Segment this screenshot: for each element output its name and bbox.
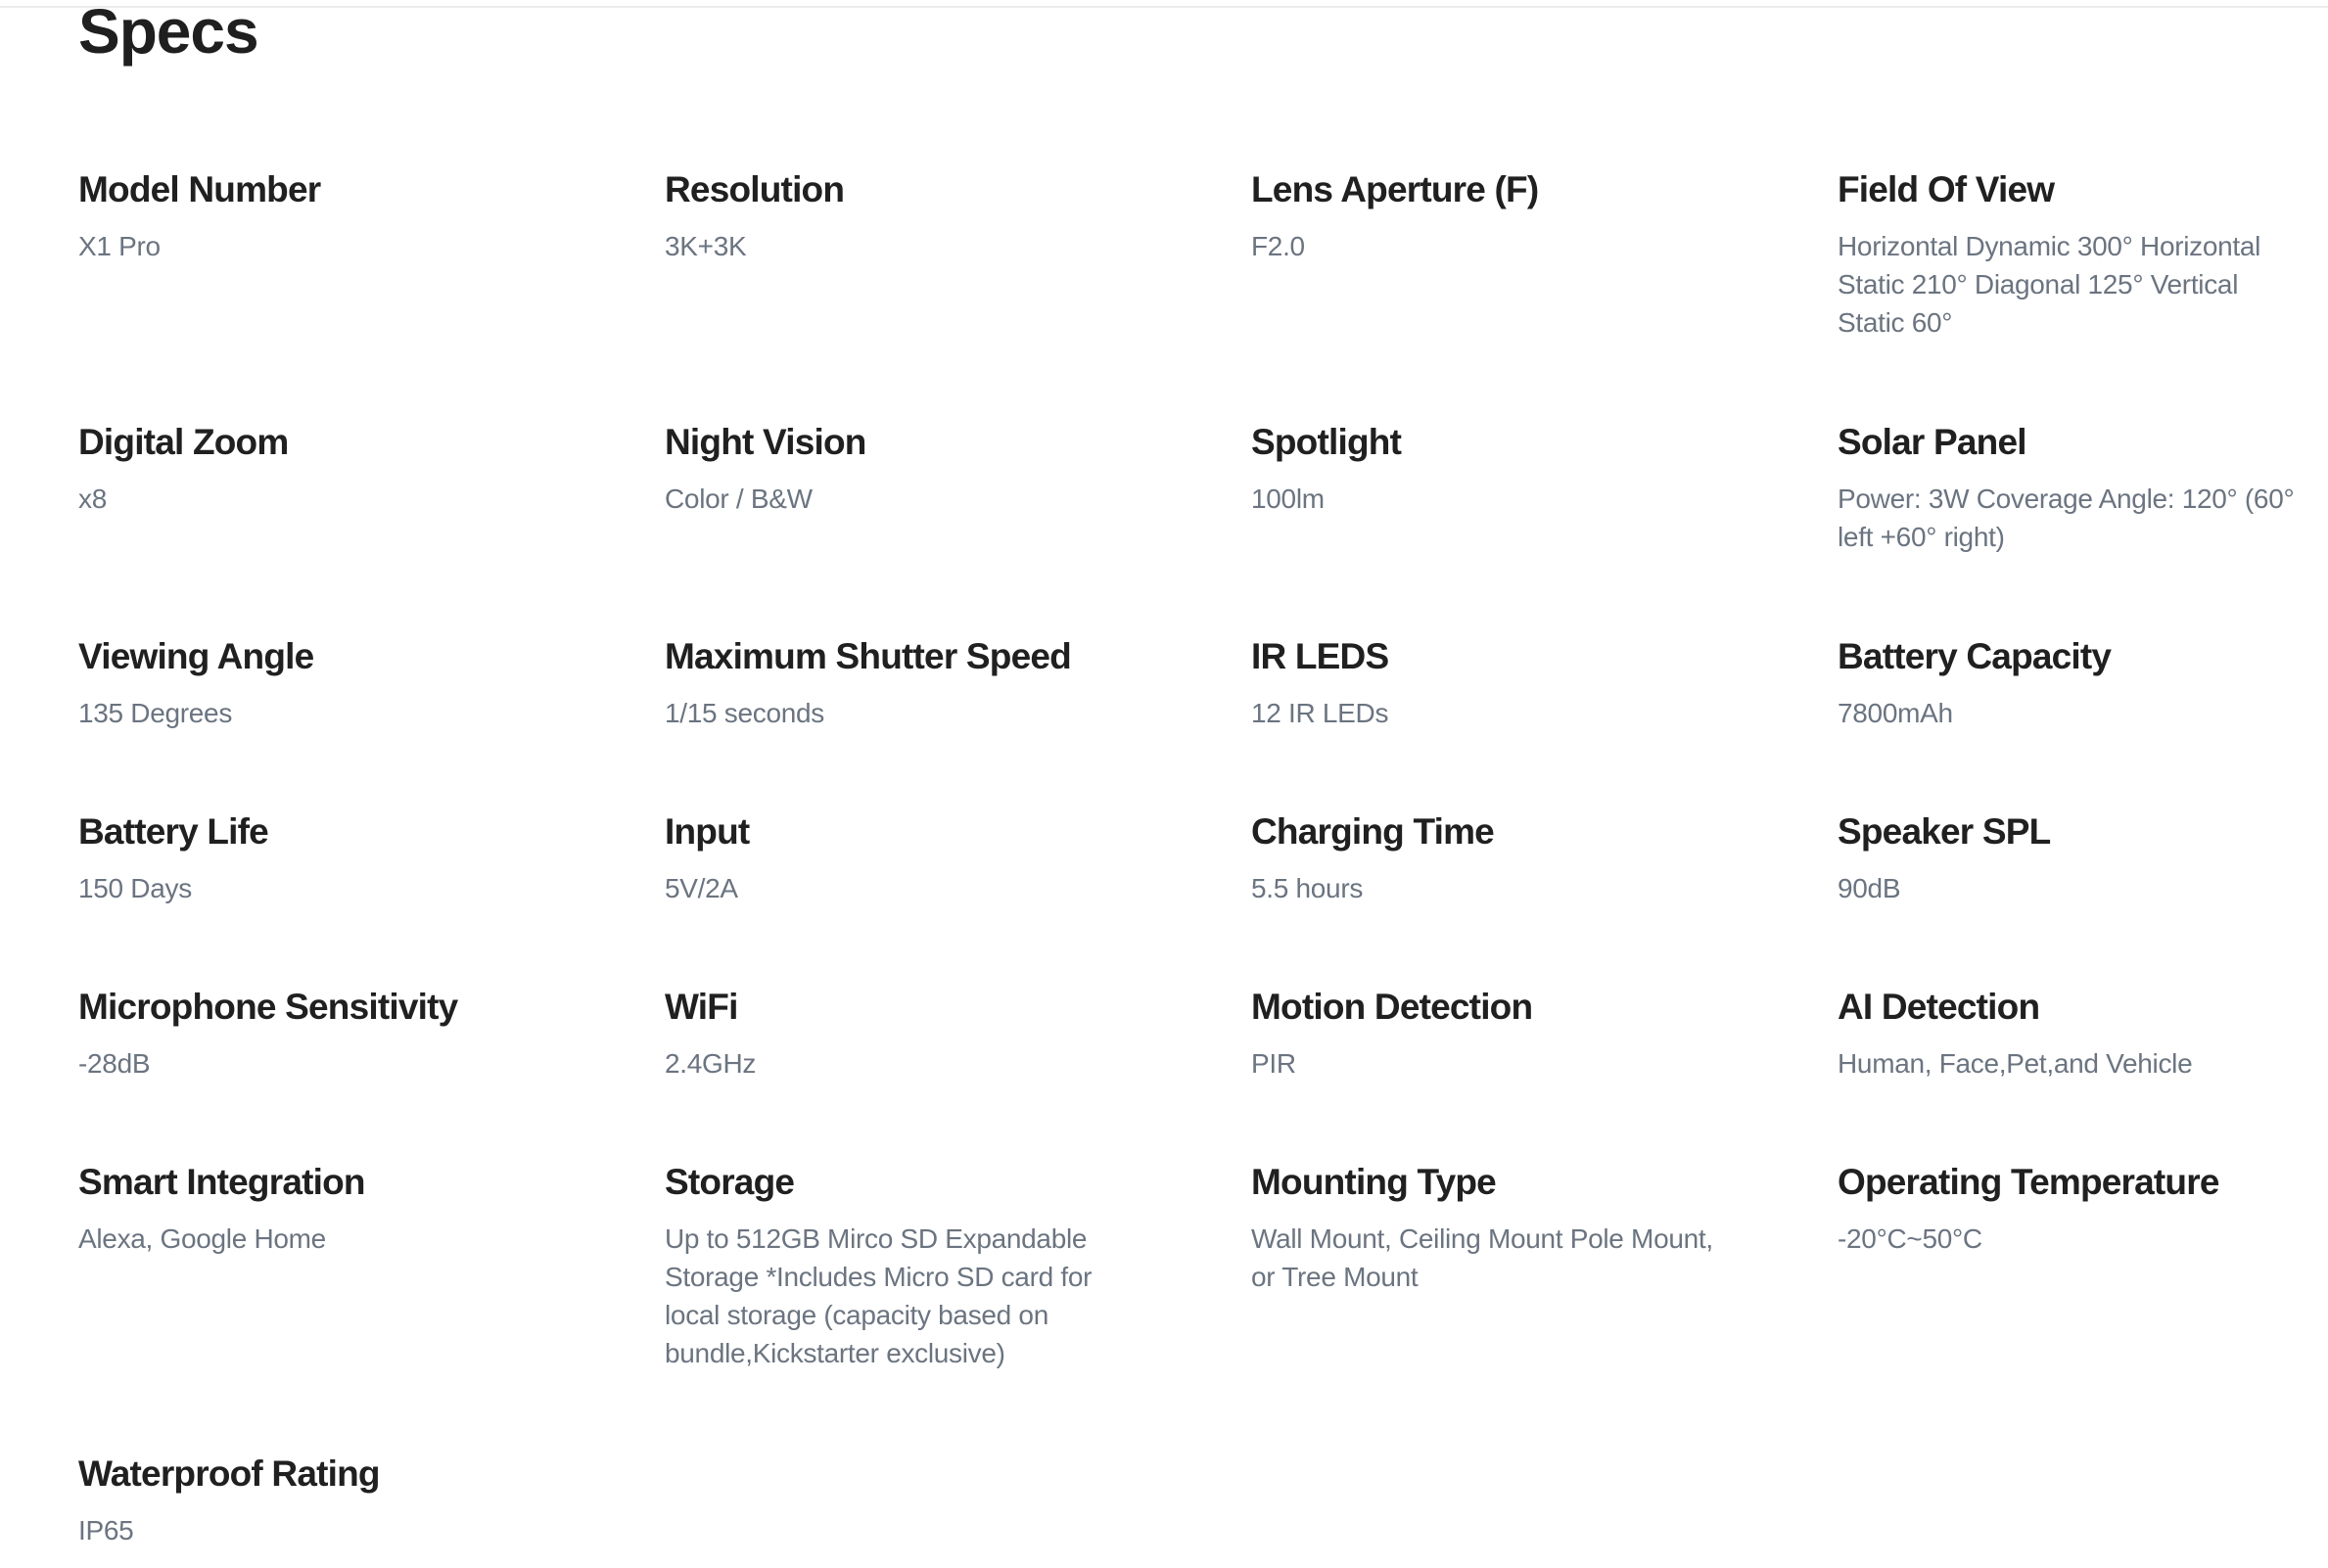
- spec-value: PIR: [1251, 1048, 1296, 1079]
- spec-value: 1/15 seconds: [665, 698, 824, 728]
- spec-item-mounting-type: [1251, 1159, 1838, 1451]
- spec-item-max-shutter-speed: [665, 633, 1251, 808]
- spec-value: Horizontal Dynamic 300° Horizontal Static 210° Diagonal 125° Vertical Static 60°: [1838, 231, 2261, 338]
- spec-label: Waterproof Rating: [78, 1453, 380, 1494]
- spec-item-motion-detection: [1251, 984, 1838, 1159]
- spec-value: Wall Mount, Ceiling Mount Pole Mount, or Tree Mount: [1251, 1223, 1713, 1292]
- spec-item-smart-integration: [78, 1159, 665, 1451]
- spec-label: Resolution: [665, 169, 845, 209]
- spec-value: 5.5 hours: [1251, 873, 1364, 903]
- spec-label: Field Of View: [1838, 169, 2055, 209]
- spec-value: -20°C~50°C: [1838, 1223, 1982, 1254]
- spec-value: 5V/2A: [665, 873, 738, 903]
- spec-item-lens-aperture: [1251, 166, 1838, 419]
- spec-item-model-number: [78, 166, 665, 419]
- spec-grid: [78, 166, 2328, 1568]
- spec-label: Solar Panel: [1838, 422, 2026, 462]
- spec-item-battery-capacity: [1838, 633, 2328, 808]
- spec-label: IR LEDS: [1251, 636, 1389, 676]
- spec-item-spotlight: [1251, 419, 1838, 633]
- spec-label: Smart Integration: [78, 1162, 365, 1202]
- spec-item-battery-life: [78, 808, 665, 984]
- spec-item-solar-panel: [1838, 419, 2328, 633]
- spec-value: 2.4GHz: [665, 1048, 757, 1079]
- spec-value: 100lm: [1251, 484, 1325, 514]
- spec-label: Viewing Angle: [78, 636, 314, 676]
- spec-value: F2.0: [1251, 231, 1305, 261]
- spec-label: Storage: [665, 1162, 795, 1202]
- spec-label: Motion Detection: [1251, 987, 1533, 1027]
- spec-item-operating-temperature: [1838, 1159, 2328, 1451]
- spec-item-waterproof-rating: [78, 1451, 665, 1568]
- spec-label: Microphone Sensitivity: [78, 987, 458, 1027]
- spec-label: Spotlight: [1251, 422, 1402, 462]
- spec-label: Battery Capacity: [1838, 636, 2112, 676]
- spec-item-ai-detection: [1838, 984, 2328, 1159]
- spec-item-field-of-view: [1838, 166, 2328, 419]
- spec-item-resolution: [665, 166, 1251, 419]
- spec-item-speaker-spl: [1838, 808, 2328, 984]
- spec-value: 12 IR LEDs: [1251, 698, 1389, 728]
- spec-label: Charging Time: [1251, 811, 1494, 852]
- spec-item-viewing-angle: [78, 633, 665, 808]
- spec-value: Human, Face,Pet,and Vehicle: [1838, 1048, 2193, 1079]
- spec-value: X1 Pro: [78, 231, 161, 261]
- spec-label: Battery Life: [78, 811, 268, 852]
- spec-value: Color / B&W: [665, 484, 813, 514]
- spec-item-wifi: [665, 984, 1251, 1159]
- spec-label: Speaker SPL: [1838, 811, 2051, 852]
- spec-value: Power: 3W Coverage Angle: 120° (60° left +60° right): [1838, 484, 2295, 552]
- spec-item-charging-time: [1251, 808, 1838, 984]
- spec-label: Lens Aperture (F): [1251, 169, 1539, 209]
- spec-label: Operating Temperature: [1838, 1162, 2219, 1202]
- spec-value: 150 Days: [78, 873, 192, 903]
- spec-value: 3K+3K: [665, 231, 747, 261]
- spec-item-digital-zoom: [78, 419, 665, 633]
- spec-item-storage: [665, 1159, 1251, 1451]
- spec-label: Digital Zoom: [78, 422, 289, 462]
- spec-label: WiFi: [665, 987, 738, 1027]
- spec-value: 90dB: [1838, 873, 1901, 903]
- top-divider: [0, 6, 2328, 8]
- spec-label: Maximum Shutter Speed: [665, 636, 1071, 676]
- spec-value: 135 Degrees: [78, 698, 233, 728]
- spec-item-night-vision: [665, 419, 1251, 633]
- spec-item-input: [665, 808, 1251, 984]
- spec-value: x8: [78, 484, 107, 514]
- spec-value: -28dB: [78, 1048, 151, 1079]
- spec-value: Alexa, Google Home: [78, 1223, 326, 1254]
- page-title: Specs: [78, 0, 258, 67]
- spec-label: AI Detection: [1838, 987, 2040, 1027]
- spec-value: Up to 512GB Mirco SD Expandable Storage *Includes Micro SD card for local storage (capacity based on bundle,Kickstarter exclusive): [665, 1223, 1093, 1368]
- spec-value: IP65: [78, 1515, 134, 1545]
- spec-value: 7800mAh: [1838, 698, 1953, 728]
- spec-item-microphone-sensitivity: [78, 984, 665, 1159]
- spec-label: Mounting Type: [1251, 1162, 1496, 1202]
- spec-item-ir-leds: [1251, 633, 1838, 808]
- spec-label: Night Vision: [665, 422, 866, 462]
- spec-label: Input: [665, 811, 750, 852]
- spec-label: Model Number: [78, 169, 321, 209]
